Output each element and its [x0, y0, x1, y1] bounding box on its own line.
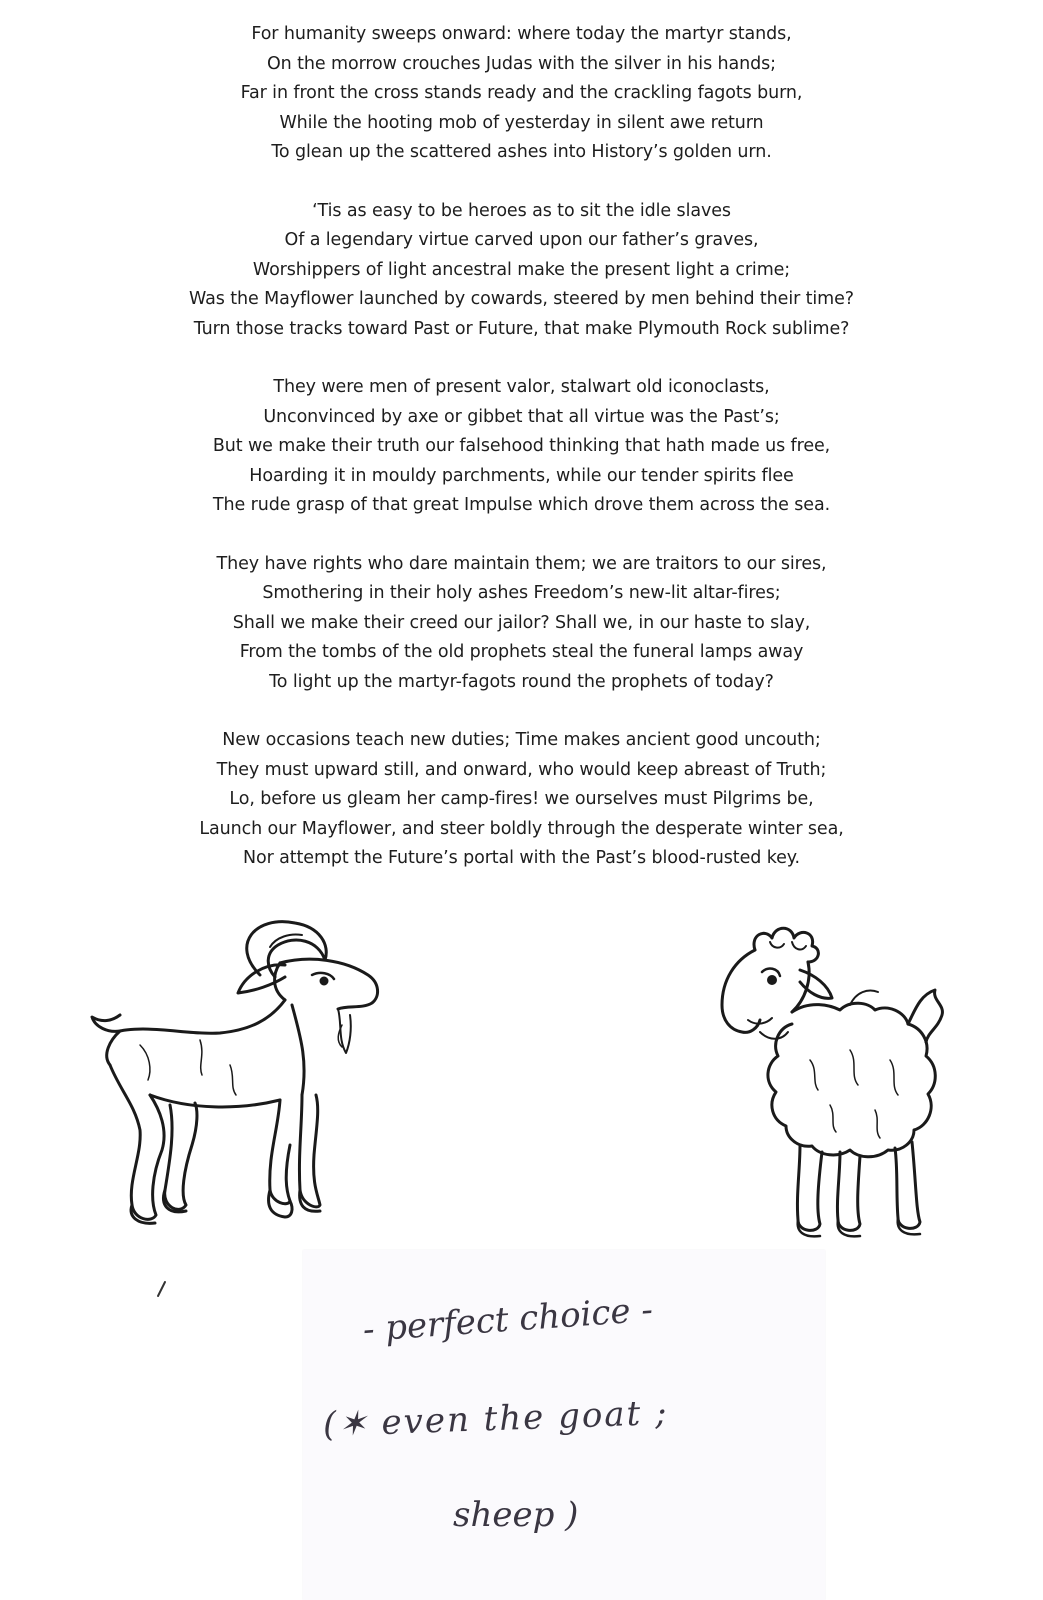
poem-line: Of a legendary virtue carved upon our father’s graves,	[284, 230, 759, 250]
poem-line: Turn those tracks toward Past or Future, that make Plymouth Rock sublime?	[193, 318, 850, 339]
poem-line: Was the Mayflower launched by cowards, steered by men behind their time?	[189, 289, 854, 309]
poem-line: Hoarding it in mouldy parchments, while our tender spirits flee	[249, 465, 794, 486]
handwritten-note	[303, 1250, 825, 1600]
poem-line: They must upward still, and onward, who would keep abreast of Truth;	[216, 759, 827, 780]
poem-line: They were men of present valor, stalwart old iconoclasts,	[273, 377, 770, 397]
note-line-3: sheep )	[453, 1495, 579, 1535]
poem-line: ‘Tis as easy to be heroes as to sit the idle slaves	[312, 200, 731, 221]
poem-line: To light up the martyr-fagots round the prophets of today?	[269, 671, 774, 692]
goat-drawing-icon	[80, 905, 400, 1245]
stanza-5	[0, 726, 1043, 874]
poem-line: For humanity sweeps onward: where today the martyr stands,	[251, 24, 792, 44]
sheep-drawing-icon	[700, 920, 970, 1250]
poem-line: The rude grasp of that great Impulse which drove them across the sea.	[212, 495, 831, 515]
poem-line: Smothering in their holy ashes Freedom’s new-lit altar-fires;	[262, 583, 781, 603]
stanza-3	[0, 373, 1043, 521]
poem-line: While the hooting mob of yesterday in silent awe return	[279, 112, 764, 133]
poem-line: Far in front the cross stands ready and the crackling fagots burn,	[240, 83, 803, 103]
stray-mark	[155, 1280, 167, 1304]
poem-line: New occasions teach new duties; Time makes ancient good uncouth;	[222, 730, 821, 750]
poem-line: Launch our Mayflower, and steer boldly through the desperate winter sea,	[199, 818, 844, 839]
poem-line: They have rights who dare maintain them; we are traitors to our sires,	[216, 553, 827, 574]
poem-line: Worshippers of light ancestral make the present light a crime;	[252, 259, 791, 280]
poem-line: On the morrow crouches Judas with the silver in his hands;	[267, 53, 776, 74]
poem	[0, 20, 1043, 903]
poem-line: Nor attempt the Future’s portal with the Past’s blood-rusted key.	[242, 848, 801, 868]
note-line-1: - perfect choice -	[361, 1289, 655, 1350]
poem-line: But we make their truth our falsehood thinking that hath made us free,	[212, 436, 831, 456]
poem-line: Unconvinced by axe or gibbet that all virtue was the Past’s;	[263, 406, 780, 427]
poem-line: To glean up the scattered ashes into History’s golden urn.	[271, 142, 772, 162]
poem-line: From the tombs of the old prophets steal the funeral lamps away	[239, 642, 804, 662]
note-line-2: (✶ even the goat ;	[322, 1392, 670, 1445]
stanza-2	[0, 197, 1043, 345]
poem-line: Lo, before us gleam her camp-fires! we ourselves must Pilgrims be,	[229, 789, 814, 809]
poem-line: Shall we make their creed our jailor? Shall we, in our haste to slay,	[232, 612, 811, 633]
stanza-1	[0, 20, 1043, 168]
stanza-4	[0, 550, 1043, 698]
